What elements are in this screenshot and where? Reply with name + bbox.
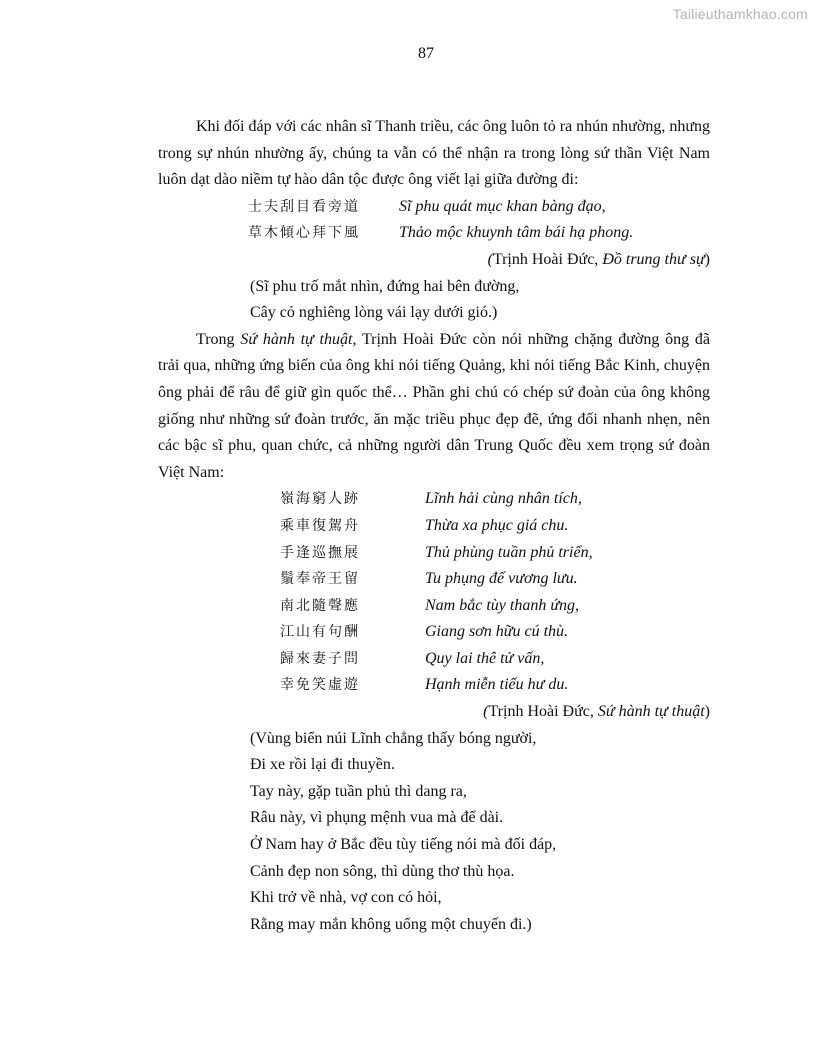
poem-line xyxy=(158,513,710,540)
translation-line: Râu này, vì phụng mệnh vua mà để dài. xyxy=(250,809,504,827)
poem-citation xyxy=(158,247,710,274)
poem-line xyxy=(158,566,710,593)
poem-line-viet: Sĩ phu quát mục khan bàng đạo, xyxy=(399,197,606,215)
citation-work: Đồ trung thư sự xyxy=(602,250,705,268)
citation-close: ) xyxy=(704,250,710,268)
citation-open: ( xyxy=(487,250,493,268)
poem-line xyxy=(158,646,710,673)
citation-author: Trịnh Hoài Đức, xyxy=(492,250,603,268)
translation-line: Rằng may mắn không uổng một chuyến đi.) xyxy=(250,915,532,933)
citation-open: ( xyxy=(483,703,489,721)
poem-su-hanh-tu-thuat xyxy=(158,486,710,938)
poem-line xyxy=(158,593,710,620)
translation-line: Khi trở về nhà, vợ con có hỏi, xyxy=(250,889,442,907)
poem-line-han: 嶺海窮人跡 xyxy=(280,491,360,508)
paragraph-prefix: Trong xyxy=(196,330,241,348)
poem-line-han: 歸來妻子問 xyxy=(280,650,360,667)
poem-line-viet: Quy lai thê tử vấn, xyxy=(425,649,545,667)
page-body xyxy=(158,114,710,938)
paragraph-work-title: Sứ hành tự thuật xyxy=(240,330,353,348)
poem-line xyxy=(158,619,710,646)
translation-line: (Vùng biển núi Lĩnh chẳng thấy bóng người, xyxy=(250,729,537,747)
poem-line-han: 乘車復駕舟 xyxy=(280,517,360,534)
poem-translation xyxy=(250,274,710,327)
translation-line: Đi xe rồi lại đi thuyền. xyxy=(250,756,395,774)
poem-line-viet: Tu phụng đế vương lưu. xyxy=(425,570,578,588)
poem-line-han: 手逢巡撫展 xyxy=(280,544,360,561)
paragraph-intro: Khi đối đáp với các nhân sĩ Thanh triều, các ông luôn tỏ ra nhún nhường, nhưng trong sự nhún nhường ấy, chúng ta vẫn có thể nhận ra trong lòng sứ thần Việt Nam luôn dạt dào niềm tự hào dân tộc được ông viết lại giữa đường đi: xyxy=(158,118,710,189)
poem-line-viet: Thừa xa phục giá chu. xyxy=(425,516,569,534)
poem-line-viet: Nam bắc tùy thanh ứng, xyxy=(425,596,580,614)
citation-work: Sứ hành tự thuật xyxy=(597,703,705,721)
poem-line xyxy=(158,672,710,699)
paragraph-su-hanh xyxy=(158,327,710,487)
poem-line-han: 江山有句酬 xyxy=(280,624,360,641)
translation-line: Tay này, gặp tuần phủ thì dang ra, xyxy=(250,782,467,800)
poem-line-viet: Lĩnh hải cùng nhân tích, xyxy=(425,490,582,508)
citation-close: ) xyxy=(704,703,710,721)
poem-line-han: 幸免笑虛遊 xyxy=(280,677,360,694)
poem-line xyxy=(158,194,710,221)
translation-line: Cảnh đẹp non sông, thì dùng thơ thù họa. xyxy=(250,862,515,880)
translation-line: (Sĩ phu trố mắt nhìn, đứng hai bên đường, xyxy=(250,277,520,295)
poem-line xyxy=(158,220,710,247)
poem-line-han: 士夫刮目看旁道 xyxy=(248,198,360,215)
poem-line xyxy=(158,486,710,513)
poem-line-viet: Giang sơn hữu cú thù. xyxy=(425,623,569,641)
poem-do-trung-thu-su xyxy=(158,194,710,327)
page-number: 87 xyxy=(418,45,434,62)
poem-translation xyxy=(250,726,710,939)
poem-line-viet: Hạnh miễn tiếu hư du. xyxy=(425,676,569,694)
paragraph-rest: , Trịnh Hoài Đức còn nói những chặng đường ông đã trải qua, những ứng biến của ông khi nói tiếng Quảng, khi nói tiếng Bắc Kinh, chuyện ông phải để râu để giữ gìn quốc thể… Phần ghi chú có chép sứ đoàn của ông không giống như những sứ đoàn trước, ăn mặc triều phục đẹp đẽ, ứng đối nhanh nhẹn, nên các bậc sĩ phu, quan chức, cả những người dân Trung Quốc đều xem trọng sứ đoàn Việt Nam: xyxy=(158,330,711,481)
watermark: Tailieuthamkhao.com xyxy=(672,6,808,22)
poem-line-han: 南北隨聲應 xyxy=(280,597,360,614)
poem-line-han: 草木傾心拜下風 xyxy=(248,225,360,242)
translation-line: Cây cỏ nghiêng lòng vái lạy dưới gió.) xyxy=(250,304,498,322)
poem-citation xyxy=(158,699,710,726)
poem-line-viet: Thảo mộc khuynh tâm bái hạ phong. xyxy=(399,224,634,242)
poem-line-han: 鬚奉帝王留 xyxy=(280,571,360,588)
poem-line xyxy=(158,540,710,567)
translation-line: Ở Nam hay ở Bắc đều tùy tiếng nói mà đối đáp, xyxy=(250,836,557,854)
citation-author: Trịnh Hoài Đức, xyxy=(488,703,598,721)
poem-line-viet: Thủ phùng tuần phủ triển, xyxy=(425,543,593,561)
